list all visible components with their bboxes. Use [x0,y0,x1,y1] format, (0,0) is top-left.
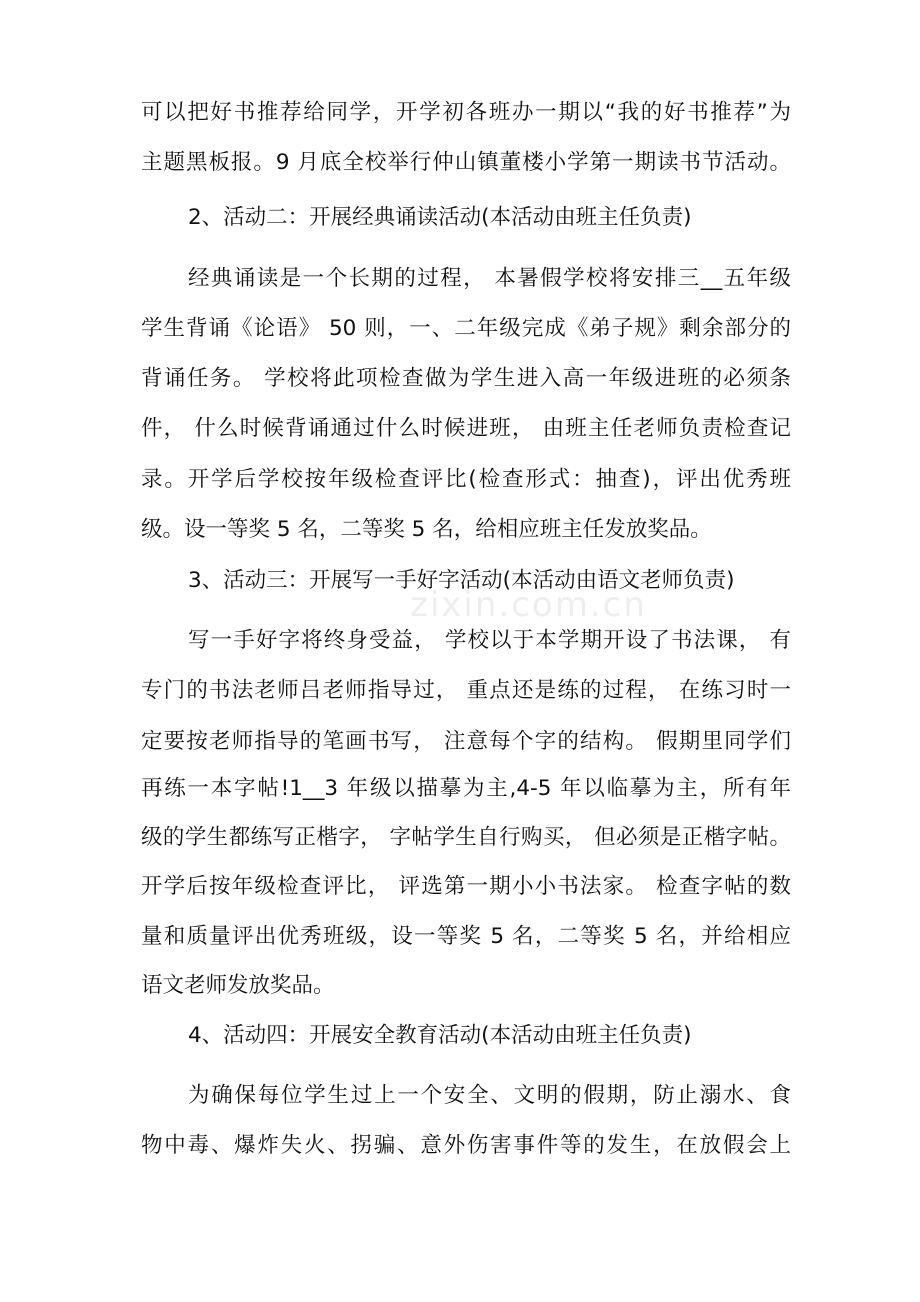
text-line: 专门的书法老师吕老师指导过， 重点还是练的过程， 在练习时一 [141,678,791,703]
text-line: 级的学生都练写正楷字， 字帖学生自行购买， 但必须是正楷字帖。 [141,825,791,850]
section-heading-activity-3: 3、活动三：开展写一手好字活动(本活动由语文老师负责) [188,568,735,593]
text-line: 再练一本字帖!1__3 年级以描摹为主,4-5 年以临摹为主，所有年 [141,776,791,801]
section-heading-activity-4: 4、活动四：开展安全教育活动(本活动由班主任负责) [188,1023,692,1048]
text-line: 录。开学后学校按年级检查评比(检查形式：抽查)，评出优秀班 [141,467,791,492]
text-line: 物中毒、爆炸失火、拐骗、意外伤害事件等的发生，在放假会上 [141,1133,791,1158]
watermark: zixin.com.cn [410,585,647,625]
text-line: 经典诵读是一个长期的过程， 本暑假学校将安排三__五年级 [188,266,791,291]
text-line: 量和质量评出优秀班级，设一等奖 5 名，二等奖 5 名，并给相应 [141,924,791,949]
text-line: 可以把好书推荐给同学，开学初各班办一期以“我的好书推荐”为 [141,100,791,125]
text-line: 背诵任务。 学校将此项检查做为学生进入高一年级进班的必须条 [141,366,791,391]
section-heading-activity-2: 2、活动二：开展经典诵读活动(本活动由班主任负责) [188,205,692,230]
text-line: 级。设一等奖 5 名，二等奖 5 名，给相应班主任发放奖品。 [141,517,712,542]
text-line: 写一手好字将终身受益， 学校以于本学期开设了书法课， 有 [188,628,791,653]
text-line: 件， 什么时候背诵通过什么时候进班， 由班主任老师负责检查记 [141,416,791,441]
text-line: 主题黑板报。9 月底全校举行仲山镇董楼小学第一期读书节活动。 [141,150,791,175]
text-line: 定要按老师指导的笔画书写， 注意每个字的结构。 假期里同学们 [141,729,791,754]
text-line: 学生背诵《论语》 50 则，一、二年级完成《弟子规》剩余部分的 [141,316,791,341]
text-line: 为确保每位学生过上一个安全、文明的假期，防止溺水、食 [188,1083,791,1108]
text-line: 语文老师发放奖品。 [141,973,335,998]
text-line: 开学后按年级检查评比， 评选第一期小小书法家。 检查字帖的数 [141,874,791,899]
